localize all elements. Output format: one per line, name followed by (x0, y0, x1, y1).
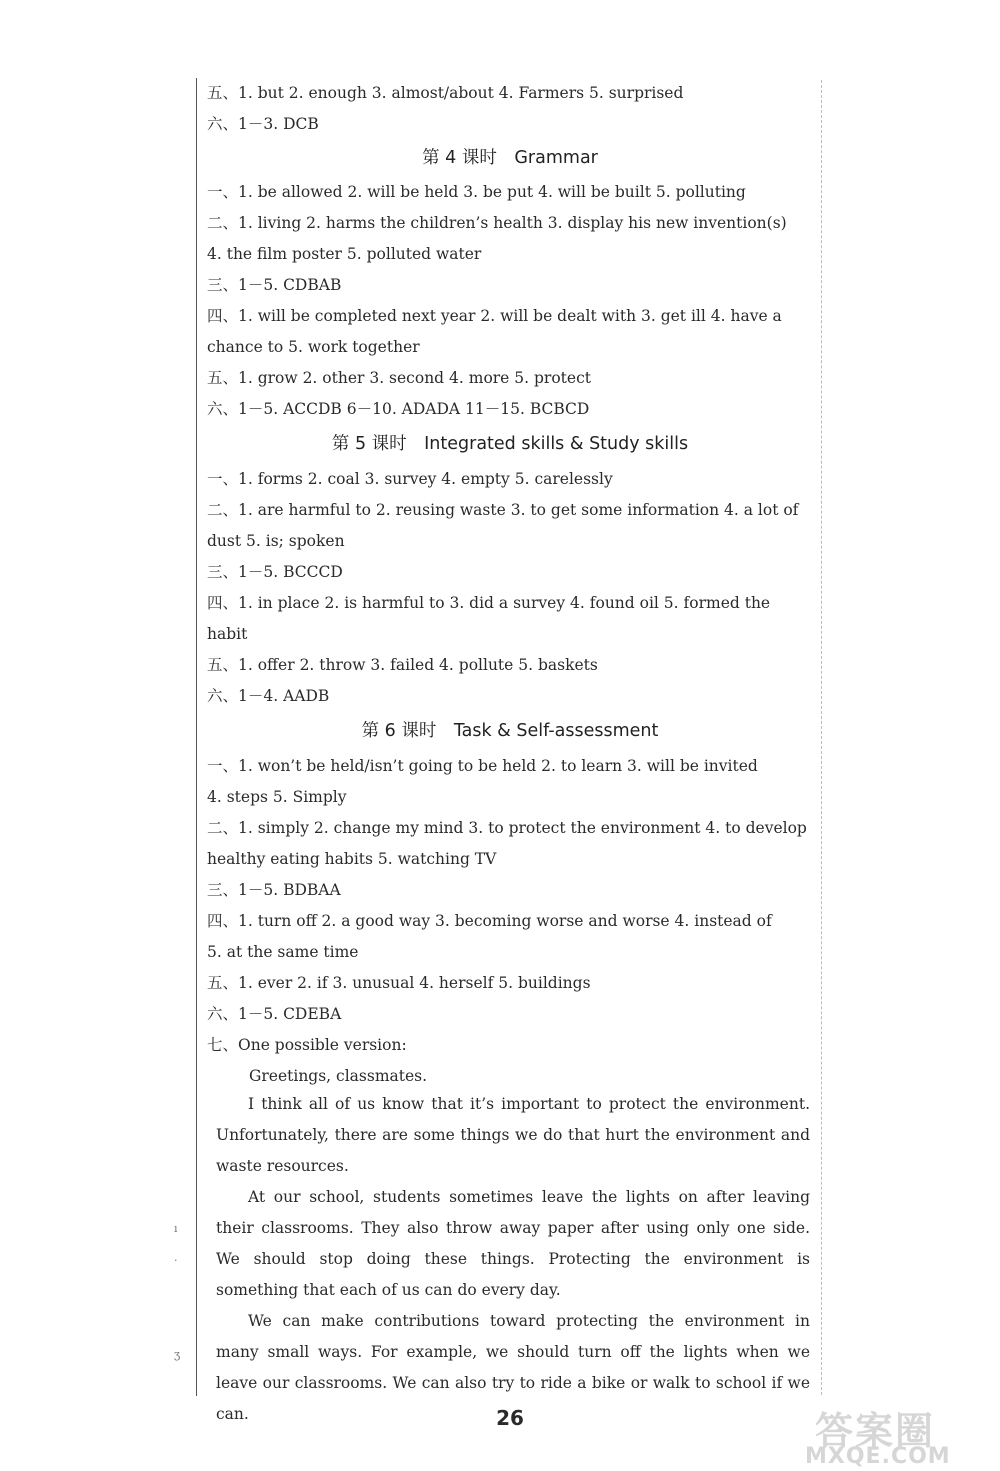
answer-line: 六、1－4. AADB (207, 687, 330, 705)
lesson-heading: 第 6 课时 Task & Self-assessment (361, 721, 659, 741)
answer-line: 三、1－5. CDBAB (207, 276, 342, 294)
essay-paragraph (216, 1089, 810, 1182)
binding-mark: ʒ (174, 1348, 181, 1361)
answer-line: 四、1. in place 2. is harmful to 3. did a survey 4. found oil 5. formed the (207, 594, 771, 612)
left-margin-rule (196, 78, 197, 1396)
lesson-heading: 第 4 课时 Grammar (422, 148, 598, 168)
answer-line: 4. steps 5. Simply (207, 788, 347, 806)
answer-line: 5. at the same time (207, 943, 359, 961)
essay-paragraph (216, 1182, 810, 1306)
essay-paragraph-text: I think all of us know that it’s important to protect the environment. Unfortunately, there are some things we do that hurt the environment and waste resources. (216, 1095, 810, 1175)
answer-line: dust 5. is; spoken (207, 532, 345, 550)
answer-line: 4. the film poster 5. polluted water (207, 245, 482, 263)
answer-line: 二、1. simply 2. change my mind 3. to protect the environment 4. to develop (207, 819, 807, 837)
watermark-logo-text: 答案圈 (815, 1409, 936, 1453)
binding-mark: · (174, 1254, 178, 1267)
site-watermark (805, 1400, 995, 1468)
answer-line: 一、1. forms 2. coal 3. survey 4. empty 5. carelessly (207, 470, 613, 488)
essay-paragraph-text: We can make contributions toward protecting the environment in many small ways. For example, we should turn off the lights when we leave our classrooms. We can also try to ride a bike or walk to school if we can. (216, 1312, 810, 1423)
answer-line: 四、1. will be completed next year 2. will be dealt with 3. get ill 4. have a (207, 307, 782, 325)
essay-greeting: Greetings, classmates. (249, 1067, 428, 1085)
answer-line: 六、1－5. ACCDB 6－10. ADADA 11－15. BCBCD (207, 400, 590, 418)
answer-line: 二、1. are harmful to 2. reusing waste 3. to get some information 4. a lot of (207, 501, 799, 519)
lesson-heading: 第 5 课时 Integrated skills & Study skills (331, 434, 689, 454)
answer-line: 六、1－5. CDEBA (207, 1005, 342, 1023)
essay-paragraph-text: At our school, students sometimes leave the lights on after leaving their classrooms. They also throw away paper after using only one side. We should stop doing these things. Protecting the environment is something that each of us can do every day. (216, 1188, 810, 1299)
answer-line: 五、1. ever 2. if 3. unusual 4. herself 5. buildings (207, 974, 591, 992)
answer-line: chance to 5. work together (207, 338, 420, 356)
answer-line: 二、1. living 2. harms the children’s health 3. display his new invention(s) (207, 214, 787, 232)
answer-line: 六、1－3. DCB (207, 115, 319, 133)
answer-line: 一、1. won’t be held/isn’t going to be held 2. to learn 3. will be invited (207, 757, 758, 775)
answer-line: healthy eating habits 5. watching TV (207, 850, 497, 868)
answer-line: 七、One possible version: (207, 1036, 407, 1054)
answer-line: 一、1. be allowed 2. will be held 3. be put 4. will be built 5. polluting (207, 183, 746, 201)
answer-line: 五、1. offer 2. throw 3. failed 4. pollute 5. baskets (207, 656, 598, 674)
answer-line: habit (207, 625, 248, 643)
binding-mark: ı (174, 1222, 178, 1235)
page-number: 26 (496, 1406, 524, 1430)
answer-line: 三、1－5. BDBAA (207, 881, 341, 899)
answer-line: 三、1－5. BCCCD (207, 563, 343, 581)
answer-line: 四、1. turn off 2. a good way 3. becoming worse and worse 4. instead of (207, 912, 772, 930)
answer-line: 五、1. but 2. enough 3. almost/about 4. Farmers 5. surprised (207, 84, 684, 102)
watermark-url-text: MXQE.COM (805, 1444, 951, 1469)
answer-line: 五、1. grow 2. other 3. second 4. more 5. protect (207, 369, 591, 387)
right-margin-rule (821, 80, 822, 1395)
